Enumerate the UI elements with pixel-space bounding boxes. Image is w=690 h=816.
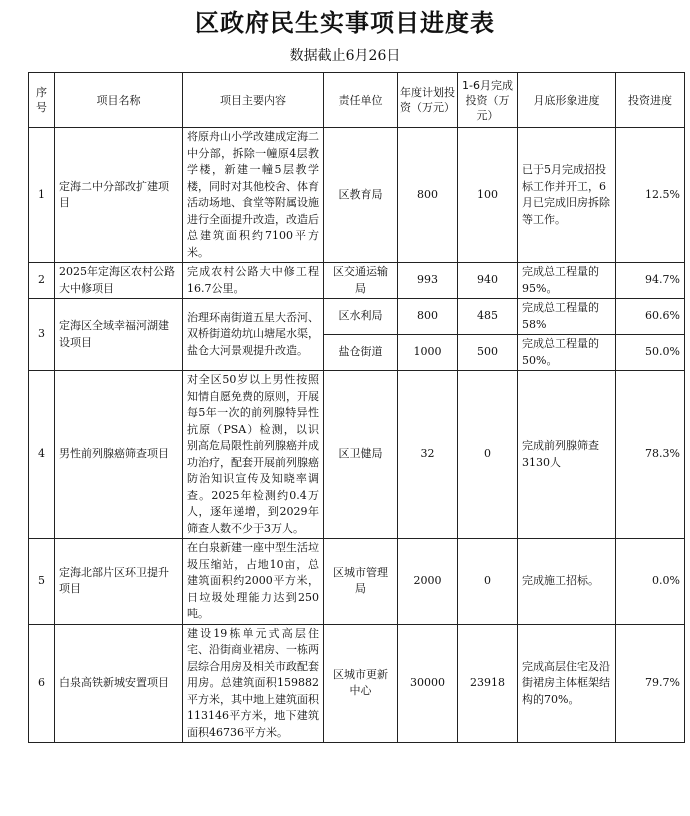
header-unit: 责任单位	[324, 73, 398, 128]
table-row	[29, 624, 685, 743]
data-cutoff-date: 数据截止6月26日	[289, 48, 401, 64]
header-content: 项目主要内容	[183, 73, 324, 128]
table-row	[29, 263, 685, 299]
row-name: 定海北部片区环卫提升项目	[55, 539, 183, 625]
row-rate: 60.6%	[616, 299, 685, 335]
row-rate: 78.3%	[616, 371, 685, 539]
row-seq: 5	[29, 539, 55, 625]
row-unit: 区城市管理局	[324, 539, 398, 625]
row-rate: 12.5%	[616, 128, 685, 263]
row-unit: 区卫健局	[324, 371, 398, 539]
row-done: 100	[458, 128, 518, 263]
row-content: 将原舟山小学改建成定海二中分部，拆除一幢原4层教学楼，新建一幢5层教学楼，同时对其他校舍、体育活动场地、食堂等附属设施进行全面提升改造，改造后总建筑面积约7100平方米。	[183, 128, 324, 263]
row-name: 定海二中分部改扩建项目	[55, 128, 183, 263]
header-done: 1-6月完成投资（万元）	[458, 73, 518, 128]
page-title: 区政府民生实事项目进度表	[195, 9, 495, 37]
row-done: 500	[458, 335, 518, 371]
row-plan: 800	[398, 128, 458, 263]
row-rate: 50.0%	[616, 335, 685, 371]
row-progress: 完成施工招标。	[518, 539, 616, 625]
row-content: 建设19栋单元式高层住宅、沿街商业裙房、一栋两层综合用房及相关市政配套用房。总建筑面积159882平方米，其中地上建筑面积113146平方米，地下建筑面积46736平方米。	[183, 624, 324, 743]
row-content: 对全区50岁以上男性按照知情自愿免费的原则，开展每5年一次的前列腺特异性抗原（PSA）检测，以识别高危局限性前列腺癌并成功治疗，配套开展前列腺癌防治知识宣传及知晓率调查。2025年检测约0.4万人，逐年递增，到2029年筛查人数不少于3万人。	[183, 371, 324, 539]
row-content: 在白泉新建一座中型生活垃圾压缩站，占地10亩，总建筑面积约2000平方米，日垃圾处理能力达到250吨。	[183, 539, 324, 625]
row-rate: 94.7%	[616, 263, 685, 299]
row-name: 定海区全域幸福河湖建设项目	[55, 299, 183, 371]
table-row	[29, 539, 685, 625]
row-progress: 已于5月完成招投标工作并开工，6月已完成旧房拆除等工作。	[518, 128, 616, 263]
row-plan: 32	[398, 371, 458, 539]
row-rate: 0.0%	[616, 539, 685, 625]
row-plan: 993	[398, 263, 458, 299]
row-progress: 完成总工程量的95%。	[518, 263, 616, 299]
row-done: 485	[458, 299, 518, 335]
row-seq: 6	[29, 624, 55, 743]
row-rate: 79.7%	[616, 624, 685, 743]
table-row	[29, 371, 685, 539]
header-rate: 投资进度	[616, 73, 685, 128]
table-row	[29, 299, 685, 335]
row-done: 0	[458, 371, 518, 539]
row-plan: 2000	[398, 539, 458, 625]
row-seq: 4	[29, 371, 55, 539]
row-name: 白泉高铁新城安置项目	[55, 624, 183, 743]
row-content: 完成农村公路大中修工程16.7公里。	[183, 263, 324, 299]
header-plan: 年度计划投资（万元）	[398, 73, 458, 128]
table-row	[29, 128, 685, 263]
row-done: 23918	[458, 624, 518, 743]
row-progress: 完成前列腺筛查3130人	[518, 371, 616, 539]
row-seq: 2	[29, 263, 55, 299]
row-plan: 1000	[398, 335, 458, 371]
row-unit: 区水利局	[324, 299, 398, 335]
row-seq: 3	[29, 299, 55, 371]
header-progress: 月底形象进度	[518, 73, 616, 128]
header-seq: 序号	[29, 73, 55, 128]
row-unit: 盐仓街道	[324, 335, 398, 371]
row-name: 2025年定海区农村公路大中修项目	[55, 263, 183, 299]
row-done: 940	[458, 263, 518, 299]
row-name: 男性前列腺癌筛查项目	[55, 371, 183, 539]
header-name: 项目名称	[55, 73, 183, 128]
row-progress: 完成高层住宅及沿街裙房主体框架结构的70%。	[518, 624, 616, 743]
row-unit: 区教育局	[324, 128, 398, 263]
row-plan: 30000	[398, 624, 458, 743]
row-unit: 区城市更新中心	[324, 624, 398, 743]
row-progress: 完成总工程量的50%。	[518, 335, 616, 371]
row-unit: 区交通运输局	[324, 263, 398, 299]
header-row	[29, 73, 685, 128]
row-seq: 1	[29, 128, 55, 263]
progress-table	[28, 72, 685, 743]
row-done: 0	[458, 539, 518, 625]
row-content: 治理环南街道五星大岙河、双桥街道幼坑山塘尾水渠，盐仓大河景观提升改造。	[183, 299, 324, 371]
row-plan: 800	[398, 299, 458, 335]
row-progress: 完成总工程量的58%	[518, 299, 616, 335]
